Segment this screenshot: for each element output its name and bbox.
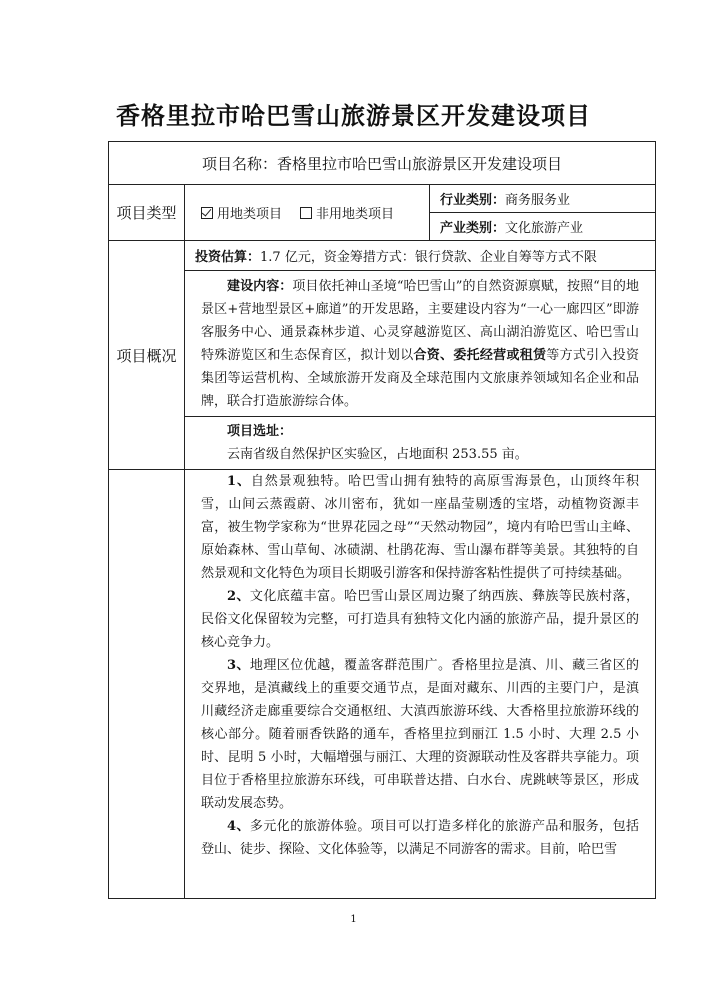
investment-row <box>185 241 656 271</box>
land-checkbox[interactable] <box>201 207 213 219</box>
document-title: 香格里拉市哈巴雪山旅游景区开发建设项目 <box>116 101 591 130</box>
investment-text: 1.7 亿元，资金筹措方式：银行贷款、企业自筹等方式不限 <box>260 250 597 265</box>
content-text-2: 等方式引入投资集团等运营机构、全域旅游开发商及全球范围内文旅康养领域知名企业和品牌，联合打造旅游综合体。 <box>201 347 639 409</box>
advantage-item: 1、自然景观独特。哈巴雪山拥有独特的高原雪海景色，山顶终年积雪，山间云蒸霞蔚、冰川密布，犹如一座晶莹剔透的宝塔，动植物资源丰富，被生物学家称为“世界花园之母”“天然动物园”，境内有哈巴雪山主峰、原始森林、雪山草甸、冰碛湖、杜鹃花海、雪山瀑布群等美景。其独特的自然景观和文化特色为项目长期吸引游客和保持游客粘性提供了可持续基础。 <box>201 474 639 581</box>
industry-label: 行业类别： <box>440 193 506 208</box>
project-type-label: 项目类型 <box>109 185 185 241</box>
overview-label: 项目概况 <box>109 241 185 470</box>
advantage-item: 4、多元化的旅游体验。项目可以打造多样化的旅游产品和服务，包括登山、徒步、探险、文化体验等，以满足不同游客的需求。目前，哈巴雪 <box>201 819 639 857</box>
content-cell <box>185 271 656 417</box>
advantage-item: 2、文化底蕴丰富。哈巴雪山景区周边聚了纳西族、彝族等民族村落，民俗文化保留较为完整，可打造具有独特文化内涵的旅游产品，提升景区的核心竞争力。 <box>201 589 639 650</box>
sector-value: 文化旅游产业 <box>505 221 584 236</box>
investment-label: 投资估算： <box>195 250 261 265</box>
advantages-cell <box>185 470 656 899</box>
site-label: 项目选址： <box>227 424 293 439</box>
project-table <box>108 141 656 899</box>
project-name-row <box>109 142 656 185</box>
land-option-label: 用地类项目 <box>217 207 283 222</box>
sector-label: 产业类别： <box>440 221 506 236</box>
page-number: 1 <box>350 914 357 925</box>
site-text: 云南省级自然保护区实验区，占地面积 253.55 亩。 <box>227 447 528 462</box>
site-cell <box>185 417 656 470</box>
industry-value: 商务服务业 <box>505 193 571 208</box>
advantages-label-cell <box>109 470 185 899</box>
project-type-options <box>185 185 430 241</box>
content-bold: 合资、委托经营或租赁 <box>413 347 547 363</box>
project-name-label: 项目名称： <box>201 154 277 173</box>
nonland-checkbox[interactable] <box>300 207 312 219</box>
sector-row <box>430 213 656 241</box>
project-name-value: 香格里拉市哈巴雪山旅游景区开发建设项目 <box>277 154 563 173</box>
advantage-item: 3、地理区位优越，覆盖客群范围广。香格里拉是滇、川、藏三省区的交界地，是滇藏线上的重要交通节点，是面对藏东、川西的主要门户，是滇川藏经济走廊重要综合交通枢纽、大滇西旅游环线、大香格里拉旅游环线的核心部分。随着丽香铁路的通车，香格里拉到丽江 1.5 小时、大理 2.5 小时、昆明 5 小时，大幅增强与丽江、大理的资源联动性及客群共享能力。项目位于香格里拉旅游东环线，可串联普达措、白水台、虎跳峡等景区，形成联动发展态势。 <box>201 658 639 811</box>
industry-row <box>430 185 656 213</box>
nonland-option-label: 非用地类项目 <box>316 207 395 222</box>
content-label: 建设内容： <box>227 278 293 294</box>
content-text-1: 项目依托神山圣境“哈巴雪山”的自然资源禀赋，按照“目的地景区+营地型景区+廊道”的开发思路，主要建设内容为“一心一廊四区”即游客服务中心、通景森林步道、心灵穿越游览区、高山湖泊游览区、哈巴雪山特殊游览区和生态保育区，拟计划以 <box>201 278 639 363</box>
